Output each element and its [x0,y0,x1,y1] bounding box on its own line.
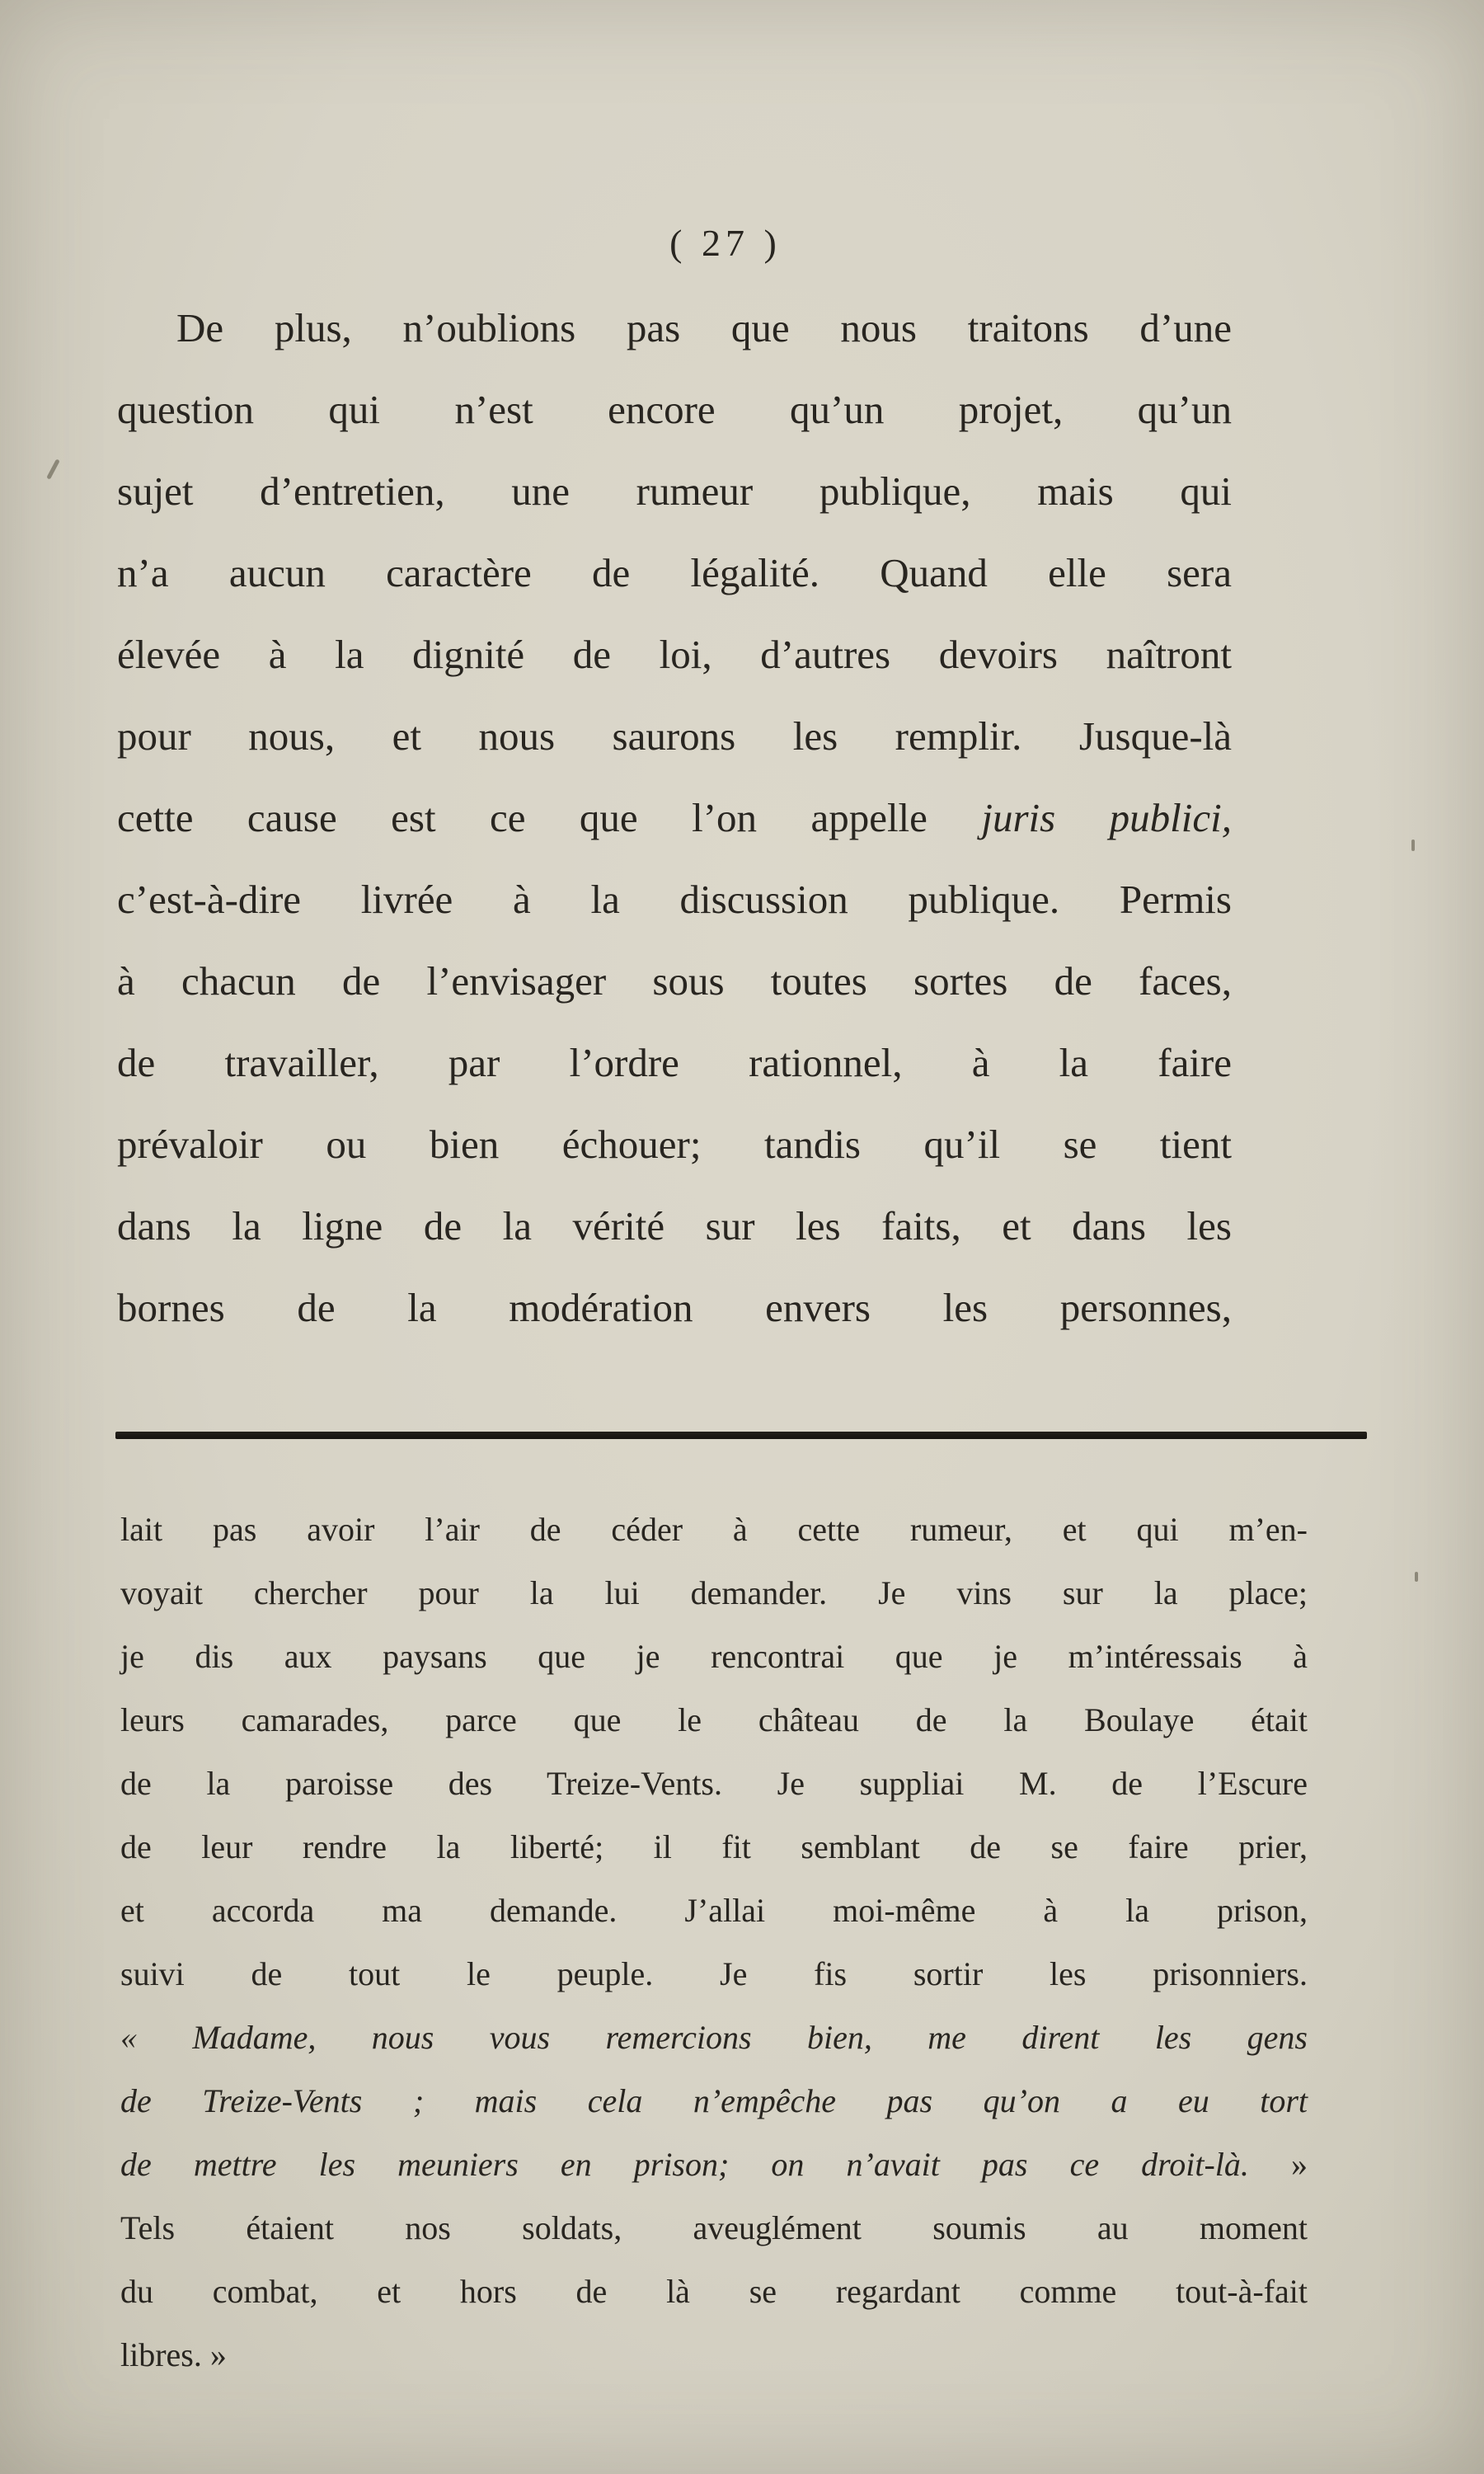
text-line [117,287,1232,369]
text-segment: dans la ligne de la vérité sur les faits, et dans les [117,1203,1232,1249]
text-segment: cette cause est ce que l’on appelle [117,795,982,840]
text-line [120,1625,1308,1688]
text-line [120,2006,1308,2069]
text-segment: de la paroisse des Treize-Vents. Je suppliai M. de l’Escure [120,1765,1308,1802]
text-segment: sujet d’entretien, une rumeur publique, mais qui [117,468,1232,514]
text-segment: de leur rendre la liberté; il fit semblant de se faire prier, [120,1828,1308,1865]
text-segment: de travailler, par l’ordre rationnel, à la faire [117,1040,1232,1085]
text-line [120,1879,1308,1942]
text-segment: c’est-à-dire livrée à la discussion publique. Permis [117,877,1232,922]
text-line [120,2069,1308,2133]
text-segment: question qui n’est encore qu’un projet, qu’un [117,387,1232,432]
text-line [120,1688,1308,1752]
text-segment: du combat, et hors de là se regardant comme tout-à-fait [120,2273,1308,2310]
text-segment: élevée à la dignité de loi, d’autres devoirs naîtront [117,632,1232,677]
text-segment: prévaloir ou bien échouer; tandis qu’il se tient [117,1122,1232,1167]
text-segment: De plus, n’oublions pas que nous traitons d’une [176,305,1232,350]
footnote-block [120,1498,1308,2387]
text-line [120,2133,1308,2196]
text-segment: voyait chercher pour la lui demander. Je vins sur la place; [120,1574,1308,1611]
text-segment: n’a aucun caractère de légalité. Quand elle sera [117,550,1232,595]
italic-text-segment: de mettre les meuniers en prison; on n’avait pas ce droit-là. [120,2146,1249,2183]
text-segment: pour nous, et nous saurons les remplir. Jusque-là [117,713,1232,759]
text-line [120,2196,1308,2260]
text-segment: » [1248,2146,1308,2183]
text-segment: Tels étaient nos soldats, aveuglément soumis au moment [120,2209,1308,2246]
scan-speck [46,459,60,479]
italic-text-segment: juris publici, [981,795,1232,840]
text-segment: je dis aux paysans que je rencontrai que je m’intéressais à [120,1638,1308,1675]
scan-speck [1411,840,1415,851]
text-line [120,2323,1308,2387]
text-line [120,1752,1308,1815]
text-line [120,1942,1308,2006]
text-line [117,1103,1232,1185]
text-line [117,614,1232,695]
main-text-block [117,287,1232,1348]
text-line [117,858,1232,940]
text-line [117,532,1232,614]
italic-text-segment: de Treize-Vents ; mais cela n’empêche pas qu’on a eu tort [120,2082,1308,2119]
text-line [117,1185,1232,1267]
text-segment: et accorda ma demande. J’allai moi-même à la prison, [120,1892,1308,1929]
text-line [120,1815,1308,1879]
text-line [117,777,1232,858]
text-line [117,1022,1232,1103]
text-line [120,1561,1308,1625]
text-segment: à chacun de l’envisager sous toutes sortes de faces, [117,958,1232,1004]
page-number: ( 27 ) [669,222,782,264]
footnote-divider [115,1432,1367,1439]
italic-text-segment: « Madame, nous vous remercions bien, me dirent les gens [120,2019,1308,2056]
text-segment: bornes de la modération envers les personnes, [117,1285,1232,1330]
text-line [117,369,1232,450]
text-line [120,2260,1308,2323]
text-segment: suivi de tout le peuple. Je fis sortir les prisonniers. [120,1955,1308,1992]
text-segment: leurs camarades, parce que le château de la Boulaye était [120,1701,1308,1738]
text-line [117,940,1232,1022]
text-line [117,1267,1232,1348]
text-segment: libres. » [120,2336,227,2373]
text-segment: lait pas avoir l’air de céder à cette rumeur, et qui m’en- [120,1511,1308,1548]
scan-speck [1415,1572,1418,1582]
text-line [120,1498,1308,1561]
text-line [117,695,1232,777]
text-line [117,450,1232,532]
